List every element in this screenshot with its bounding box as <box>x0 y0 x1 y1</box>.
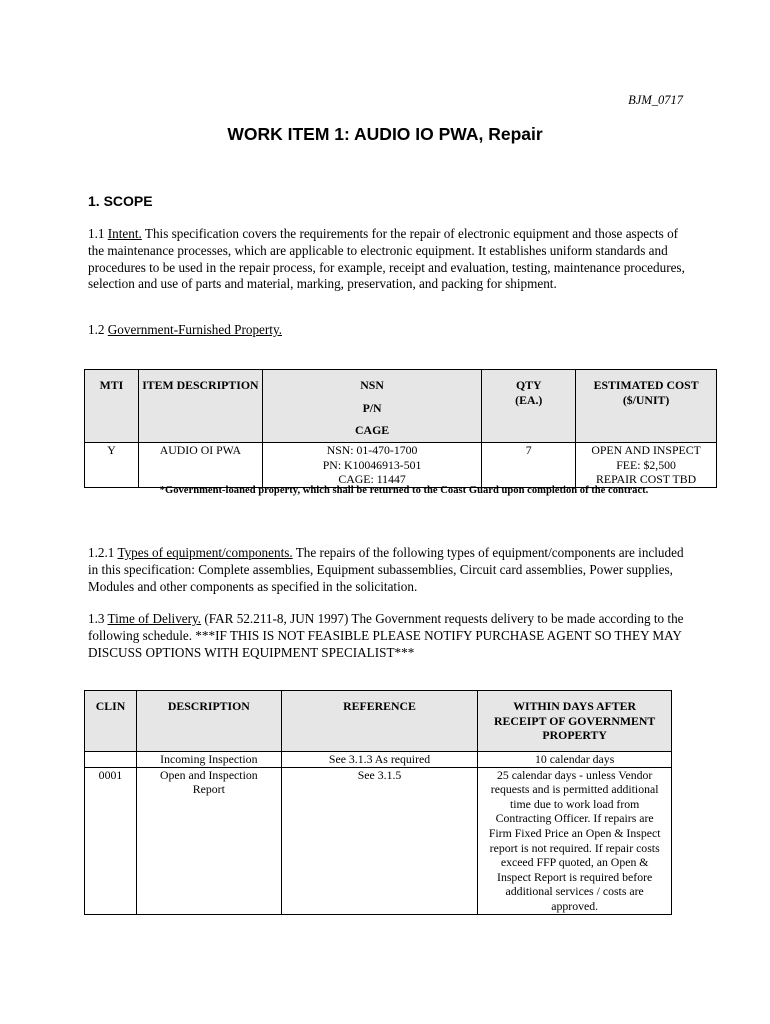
cell-days: 25 calendar days - unless Vendor requests and is permitted additional time due to work load from Contracting Officer. If repairs are Firm Fixed Price an Open & Inspect report is not required. If repair costs exceed FFP quoted, an Open & Inspect Report is required before additional services / costs are approved. <box>478 767 672 914</box>
cell-nsn: NSN: 01-470-1700 <box>326 443 418 457</box>
delivery-label: Time of Delivery. <box>107 611 202 626</box>
header-nsn: NSN <box>360 378 384 392</box>
property-note: *Government-loaned property, which shall be returned to the Coast Guard upon completion of the contract. <box>159 485 649 496</box>
header-reference: REFERENCE <box>281 691 478 752</box>
property-table <box>84 369 717 488</box>
header-qty-label: QTY <box>515 378 542 392</box>
cell-cost-line: OPEN AND INSPECT <box>591 443 701 457</box>
header-pn: P/N <box>362 400 382 415</box>
cell-estimated-cost <box>576 443 717 488</box>
cell-cost-repair: REPAIR COST TBD <box>596 472 697 487</box>
gfp-paragraph <box>88 322 688 339</box>
cell-pn: PN: K10046913-501 <box>322 457 422 472</box>
cell-reference: See 3.1.3 As required <box>281 752 478 768</box>
header-cage: CAGE <box>355 423 390 438</box>
cell-qty: 7 <box>482 443 576 488</box>
table-row <box>85 767 672 914</box>
types-number: 1.2.1 <box>88 545 115 560</box>
cell-clin: 0001 <box>85 767 137 914</box>
header-nsn-pn-cage <box>262 370 482 443</box>
header-qty <box>482 370 576 443</box>
table-row <box>85 443 717 488</box>
header-clin: CLIN <box>85 691 137 752</box>
header-days-line: WITHIN DAYS AFTER <box>513 699 637 713</box>
cell-cost-fee: FEE: $2,500 <box>616 457 676 472</box>
cell-reference: See 3.1.5 <box>281 767 478 914</box>
delivery-text: (FAR 52.211-8, JUN 1997) The Government requests delivery to be made according to the following schedule. ***IF THIS IS NOT FEASIBLE PLEASE NOTIFY PURCHASE AGENT SO THEY MAY DISCUSS OPTIONS WITH EQUIPMENT SPECIALIST*** <box>88 611 684 660</box>
header-description: DESCRIPTION <box>136 691 281 752</box>
intent-number: 1.1 <box>88 226 105 241</box>
header-days-line: RECEIPT OF GOVERNMENT <box>494 713 656 728</box>
property-table-header <box>85 370 717 443</box>
types-paragraph <box>88 545 688 595</box>
cell-description-line: Report <box>192 782 225 797</box>
delivery-number: 1.3 <box>88 611 105 626</box>
delivery-paragraph <box>88 611 688 661</box>
header-days-line: PROPERTY <box>542 728 607 743</box>
schedule-table <box>84 690 672 915</box>
header-mti: MTI <box>85 370 139 443</box>
intent-label: Intent. <box>107 226 142 241</box>
header-qty-unit: (EA.) <box>515 392 543 407</box>
scope-heading: 1. SCOPE <box>88 193 153 209</box>
cell-clin <box>85 752 137 768</box>
intent-text: This specification covers the requirements for the repair of electronic equipment and those aspects of the maintenance processes, which are applicable to electronic equipment. It establishes uniform standards and procedures to be used in the repair process, for example, receipt and evaluation, testing, maintenance procedures, selection and use of parts and material, marking, preservation, and packing for shipment. <box>88 226 685 292</box>
schedule-table-header <box>85 691 672 752</box>
page-title: WORK ITEM 1: AUDIO IO PWA, Repair <box>227 124 543 144</box>
types-text: The repairs of the following types of equipment/components are included in this specification: Complete assemblies, Equipment subassemblies, Circuit card assemblies, Power supplies, Modules and other components as specified in the solicitation. <box>88 545 684 594</box>
table-row <box>85 752 672 768</box>
header-cost-label: ESTIMATED COST <box>593 378 699 392</box>
cell-mti: Y <box>85 443 139 488</box>
cell-cage: CAGE: 11447 <box>338 472 406 487</box>
cell-description <box>136 767 281 914</box>
gfp-label: Government-Furnished Property. <box>107 322 282 337</box>
types-label: Types of equipment/components. <box>117 545 293 560</box>
cell-days: 10 calendar days <box>478 752 672 768</box>
header-estimated-cost <box>576 370 717 443</box>
header-within-days <box>478 691 672 752</box>
cell-description: Incoming Inspection <box>136 752 281 768</box>
header-cost-unit: ($/UNIT) <box>622 392 670 407</box>
gfp-number: 1.2 <box>88 322 105 337</box>
intent-paragraph <box>88 226 688 293</box>
header-item-description: ITEM DESCRIPTION <box>138 370 262 443</box>
cell-nsn-pn-cage <box>262 443 482 488</box>
cell-description-line: Open and Inspection <box>160 767 258 782</box>
document-id: BJM_0717 <box>628 93 683 107</box>
cell-item-description: AUDIO OI PWA <box>138 443 262 488</box>
